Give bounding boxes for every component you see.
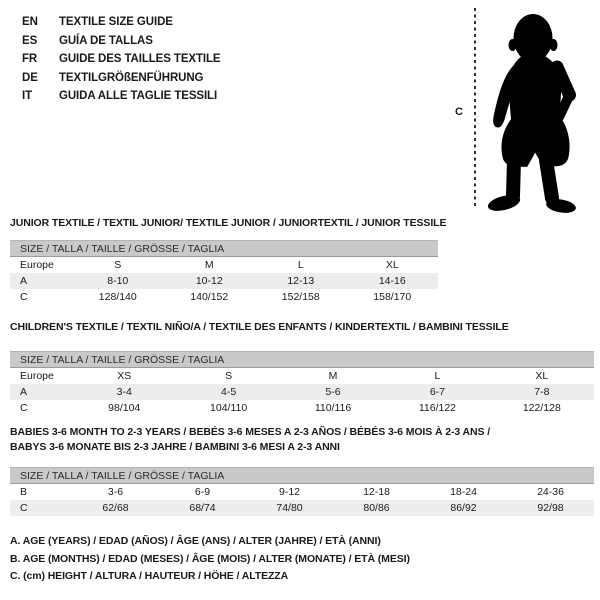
size-header-band: SIZE / TALLA / TAILLE / GRÖSSE / TAGLIA <box>10 351 594 368</box>
toddler-silhouette-icon <box>484 6 588 214</box>
age-cell: 10-12 <box>195 275 223 287</box>
table-row-age <box>10 273 438 289</box>
language-row <box>22 32 221 51</box>
height-dotted-line <box>474 8 476 208</box>
age-cell: 6-9 <box>194 486 211 498</box>
age-cell: 3-4 <box>116 386 132 398</box>
row-label: C <box>20 402 28 414</box>
babies-title-line2: BABYS 3-6 MONATE BIS 2-3 JAHRE / BAMBINI 3-6 MESI A 2-3 ANNI <box>10 441 340 453</box>
height-cell: 110/116 <box>314 402 352 414</box>
table-row-age-months <box>10 484 594 500</box>
babies-section-title <box>10 425 585 455</box>
size-cell: S <box>114 259 122 271</box>
row-label: Europe <box>20 259 54 271</box>
row-label: C <box>20 291 28 303</box>
height-cell: 62/68 <box>102 502 129 514</box>
height-cell: 116/122 <box>418 402 457 414</box>
height-cell: 74/80 <box>276 502 303 514</box>
footnote-c: C. (cm) HEIGHT / ALTURA / HAUTEUR / HÖHE / ALTEZZA <box>10 570 289 582</box>
language-code: IT <box>22 90 33 103</box>
height-cell: 80/86 <box>363 502 390 514</box>
age-cell: 8-10 <box>107 275 129 287</box>
height-cell: 68/74 <box>189 502 216 514</box>
age-cell: 7-8 <box>534 386 550 398</box>
babies-title-line1: BABIES 3-6 MONTH TO 2-3 YEARS / BEBÉS 3-6 MESES A 2-3 AÑOS / BÉBÉS 3-6 MOIS À 2-3 ANS / <box>10 426 491 438</box>
table-row-europe <box>10 368 594 384</box>
size-cell: M <box>204 259 214 271</box>
language-row <box>22 50 221 69</box>
language-code: EN <box>22 16 38 29</box>
height-c-label: C <box>455 106 463 118</box>
footnote-b: B. AGE (MONTHS) / EDAD (MESES) / ÂGE (MOIS) / ALTER (MONATE) / ETÀ (MESI) <box>10 552 410 565</box>
junior-size-table <box>10 240 438 305</box>
guide-title-fr: GUIDE DES TAILLES TEXTILE <box>59 53 221 66</box>
table-row-height <box>10 289 438 305</box>
children-size-table <box>10 351 594 416</box>
guide-title-es: GUÍA DE TALLAS <box>59 34 153 47</box>
age-cell: 5-6 <box>325 386 341 398</box>
language-row <box>22 69 221 88</box>
table-row-height <box>10 400 594 416</box>
height-cell: 128/140 <box>98 291 137 303</box>
age-cell: 14-16 <box>378 275 406 287</box>
row-label: B <box>20 486 28 498</box>
age-cell: 12-13 <box>287 275 315 287</box>
size-cell: M <box>328 370 338 382</box>
height-measure-figure <box>448 4 596 216</box>
language-code: FR <box>22 53 38 66</box>
height-cell: 92/98 <box>537 502 564 514</box>
height-cell: 158/170 <box>373 291 412 303</box>
height-cell: 98/104 <box>108 402 141 414</box>
size-cell: XS <box>117 370 132 382</box>
children-section-title: CHILDREN'S TEXTILE / TEXTIL NIÑO/A / TEXTILE DES ENFANTS / KINDERTEXTIL / BAMBINI TESSILE <box>10 321 509 333</box>
row-label: C <box>20 502 28 514</box>
guide-title-de: TEXTILGRÖßENFÜHRUNG <box>59 71 204 84</box>
row-label: A <box>20 275 28 287</box>
language-row <box>22 13 221 32</box>
height-cell: 122/128 <box>522 402 561 414</box>
language-row <box>22 87 221 106</box>
age-cell: 4-5 <box>221 386 237 398</box>
language-code: ES <box>22 34 38 47</box>
age-cell: 6-7 <box>429 386 446 398</box>
age-cell: 3-6 <box>107 486 124 498</box>
size-header-band: SIZE / TALLA / TAILLE / GRÖSSE / TAGLIA <box>10 467 594 484</box>
age-cell: 24-36 <box>537 486 564 498</box>
table-row-age <box>10 384 594 400</box>
guide-title-it: GUIDA ALLE TAGLIE TESSILI <box>59 90 218 103</box>
size-header-band: SIZE / TALLA / TAILLE / GRÖSSE / TAGLIA <box>10 240 438 257</box>
height-cell: 86/92 <box>450 502 477 514</box>
size-cell: XL <box>385 259 399 271</box>
size-cell: XL <box>535 370 549 382</box>
junior-section-title: JUNIOR TEXTILE / TEXTIL JUNIOR/ TEXTILE JUNIOR / JUNIORTEXTIL / JUNIOR TESSILE <box>10 217 447 229</box>
height-cell: 104/110 <box>210 402 248 414</box>
guide-title-en: TEXTILE SIZE GUIDE <box>59 16 173 29</box>
language-code: DE <box>22 71 38 84</box>
size-cell: L <box>297 259 304 271</box>
age-cell: 18-24 <box>450 486 477 498</box>
size-cell: L <box>434 370 441 382</box>
row-label: A <box>20 386 28 398</box>
babies-size-table <box>10 467 594 516</box>
height-cell: 140/152 <box>190 291 229 303</box>
footnote-a: A. AGE (YEARS) / EDAD (AÑOS) / ÂGE (ANS) / ALTER (JAHRE) / ETÀ (ANNI) <box>10 535 381 547</box>
table-row-europe <box>10 257 438 273</box>
height-cell: 152/158 <box>281 291 320 303</box>
row-label: Europe <box>20 370 54 382</box>
age-cell: 12-18 <box>363 486 390 498</box>
language-title-list <box>22 13 221 106</box>
size-cell: S <box>225 370 233 382</box>
legend-footnotes <box>10 533 410 586</box>
age-cell: 9-12 <box>278 486 300 498</box>
table-row-height <box>10 500 594 516</box>
